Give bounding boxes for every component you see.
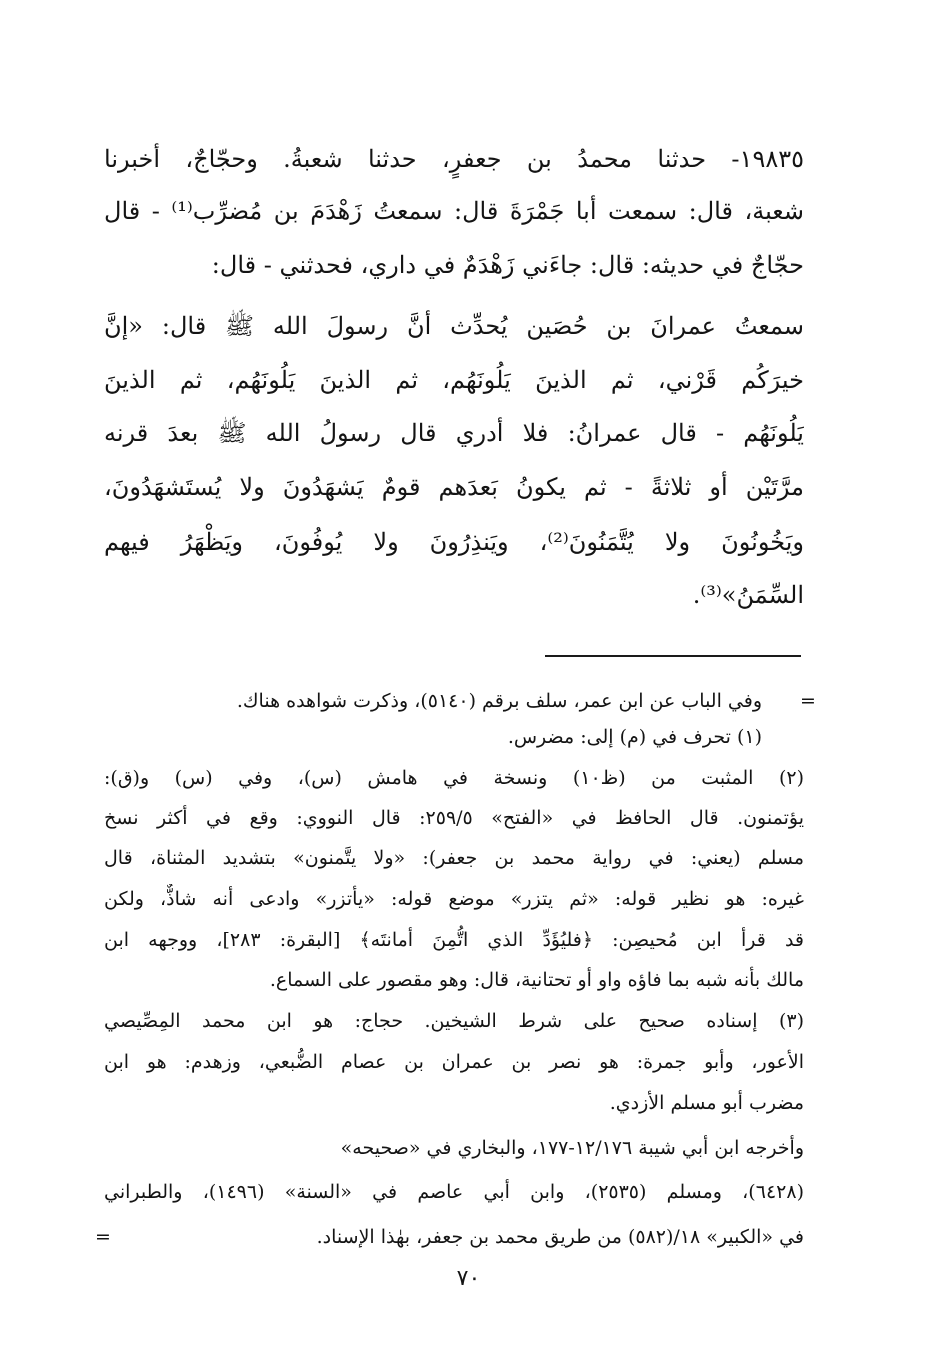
footnote-separator [545,655,801,657]
page-number: ٧٠ [456,1266,481,1291]
footnote-line: الأعور، وأبو جمرة: هو نصر بن عمران بن عصام الضُّبعي، وزهدم: هو ابن [104,1051,804,1073]
footnote-line: وفي الباب عن ابن عمر، سلف برقم (٥١٤٠)، وذكرت شواهده هناك. [236,690,762,712]
hadith-line: مرَّتَيْن أو ثلاثةً - ثم يكونُ بَعدَهم قومٌ يَشهَدُونَ ولا يُستَشهَدُونَ، [104,473,804,501]
footnote-line: يؤتمنون. قال الحافظ في «الفتح» ٢٥٩/٥: قال النووي: وقع في أكثر نسخ [104,807,804,829]
hadith-line: شعبة، قال: سمعت أبا جَمْرَةَ قال: سمعتُ زَهْدَمَ بن مُضرِّب⁽¹⁾ - قال [104,197,804,225]
footnote-line: (١) تحرف في (م) إلى: مضرس. [507,726,762,748]
hadith-line: يَلُونَهُم - قال عمرانُ: فلا أدري قال رسولُ الله ﷺ بعدَ قرنه [104,419,804,447]
footnote-line: مضرب أبو مسلم الأزدي. [609,1092,804,1114]
footnote-line: في «الكبير» ١٨/(٥٨٢) من طريق محمد بن جعفر، بهٰذا الإسناد. [316,1226,804,1248]
hadith-line: السِّمَنُ»⁽³⁾. [692,581,804,609]
footnote-line: (٣) إسناده صحيح على شرط الشيخين. حجاج: هو ابن محمد المِصِّيصي [104,1010,804,1032]
footnote-line: مسلم (يعني: في رواية محمد بن جعفر): «ولا يتَّمنون» بتشديد المثناة، قال [104,847,804,869]
continuation-marker-end: = [95,1226,111,1248]
hadith-line: حجّاجٌ في حديثه: قال: جاءَني زَهْدَمٌ في داري، فحدثني - قال: [211,251,804,279]
hadith-line: سمعتُ عمرانَ بن حُصَين يُحدِّث أنَّ رسولَ الله ﷺ قال: «إنَّ [104,312,804,340]
footnote-line: مالك بأنه شبه بما فاؤه واو أو تحتانية، قال: وهو مقصور على السماع. [269,969,804,991]
continuation-marker: = [800,690,816,712]
footnote-line: غيره: هو نظير قوله: «ثم يتزر» موضع قوله: «يأتزر» وادعى أنه شاذٌّ، ولكن [104,888,804,910]
hadith-line: ويَخُونُونَ ولا يُتَّمَنُونَ⁽²⁾، ويَنذِرُونَ ولا يُوفُونَ، ويَظْهَرُ فيهم [104,528,804,556]
footnote-line: قد قرأ ابن مُحيصِن: ﴿فليُؤَدِّ الذي اتُّمِنَ أمانتَه﴾ [البقرة: ٢٨٣]، ووجهه ابن [104,929,804,951]
footnote-line: (٢) المثبت من (ظ١٠) ونسخة في هامش (س)، وفي (س) و(ق): [104,767,804,789]
footnote-line: وأخرجه ابن أبي شيبة ١٢/١٧٦-١٧٧، والبخاري في «صحيحه» [340,1137,804,1159]
hadith-line: خيرَكُم قَرْني، ثم الذينَ يَلُونَهُم، ثم الذينَ يَلُونَهُم، ثم الذينَ [104,366,804,394]
hadith-line: ١٩٨٣٥- حدثنا محمدُ بن جعفرٍ، حدثنا شعبةُ. وحجّاجٌ، أخبرنا [104,145,804,173]
footnote-line: (٦٤٢٨)، ومسلم (٢٥٣٥)، وابن أبي عاصم في «السنة» (١٤٩٦)، والطبراني [104,1181,804,1203]
